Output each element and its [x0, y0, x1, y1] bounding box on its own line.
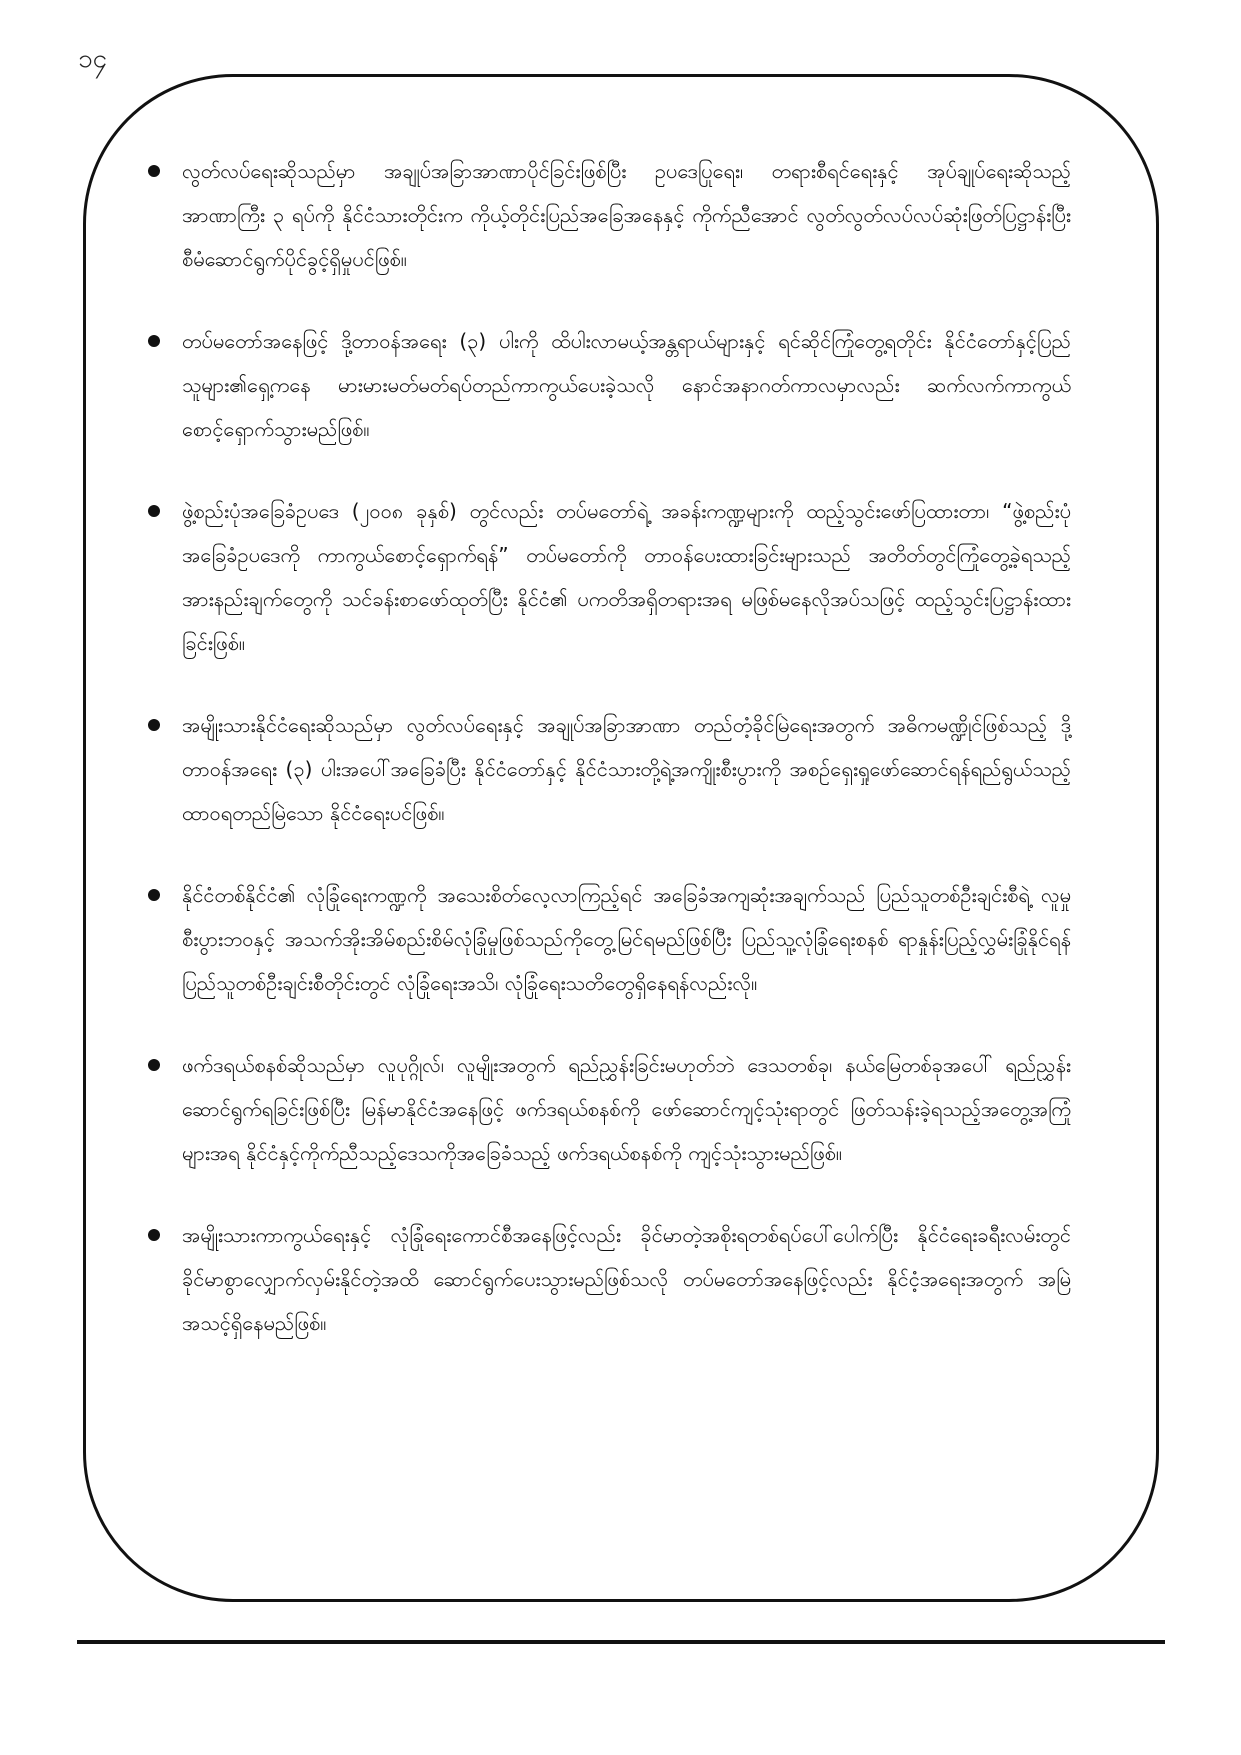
bullet-item-6 [148, 1043, 1071, 1175]
bullet-text: တပ်မတော်အနေဖြင့် ဒို့တာဝန်အရေး (၃) ပါးကို ထိပါးလာမယ့်အန္တရာယ်များနှင့် ရင်ဆိုင်ကြုံတွေ့ရတိုင်း နိုင်ငံတော်နှင့်ပြည်သူများ၏ရှေ့ကနေ မားမားမတ်မတ်ရပ်တည်ကာကွယ်ပေးခဲ့သလို နောင်အနာဂတ်ကာလမှာလည်း ဆက်လက်ကာကွယ်စောင့်ရှောက်သွားမည်ဖြစ်။ [182, 329, 1071, 441]
content-frame [83, 74, 1159, 1602]
bullet-dot-icon [148, 505, 160, 517]
page-number: ၁၄ [78, 44, 108, 74]
bullet-text: အမျိုးသားကာကွယ်ရေးနှင့် လုံခြုံရေးကောင်စီအနေဖြင့်လည်း ခိုင်မာတဲ့အစိုးရတစ်ရပ်ပေါ်ပေါက်ပြီး နိုင်ငံရေးခရီးလမ်းတွင် ခိုင်မာစွာလျှောက်လှမ်းနိုင်တဲ့အထိ ဆောင်ရွက်ပေးသွားမည်ဖြစ်သလို တပ်မတော်အနေဖြင့်လည်း နိုင်ငံ့အရေးအတွက် အမြဲအသင့်ရှိနေမည်ဖြစ်။ [182, 1223, 1071, 1335]
bullet-text: ဖွဲ့စည်းပုံအခြေခံဥပဒေ (၂၀၀၈ ခုနှစ်) တွင်လည်း တပ်မတော်ရဲ့ အခန်းကဏ္ဍများကို ထည့်သွင်းဖော်ပြထားတာ၊ “ဖွဲ့စည်းပုံအခြေခံဥပဒေကို ကာကွယ်စောင့်ရှောက်ရန်” တပ်မတော်ကို တာဝန်ပေးထားခြင်းများသည် အတိတ်တွင်ကြုံတွေ့ခဲ့ရသည့် အားနည်းချက်တွေကို သင်ခန်းစာဖော်ထုတ်ပြီး နိုင်ငံ၏ ပကတိအရှိတရားအရ မဖြစ်မနေလိုအပ်သဖြင့် ထည့်သွင်းပြဋ္ဌာန်းထားခြင်းဖြစ်။ [182, 499, 1071, 655]
bullet-dot-icon [148, 719, 160, 731]
bullet-item-5 [148, 873, 1071, 1005]
bullet-dot-icon [148, 165, 160, 177]
bullet-text: ဖက်ဒရယ်စနစ်ဆိုသည်မှာ လူပုဂ္ဂိုလ်၊ လူမျိုးအတွက် ရည်ညွှန်းခြင်းမဟုတ်ဘဲ ဒေသတစ်ခု၊ နယ်မြေတစ်ခုအပေါ် ရည်ညွှန်းဆောင်ရွက်ရခြင်းဖြစ်ပြီး မြန်မာနိုင်ငံအနေဖြင့် ဖက်ဒရယ်စနစ်ကို ဖော်ဆောင်ကျင့်သုံးရာတွင် ဖြတ်သန်းခဲ့ရသည့်အတွေ့အကြုံများအရ နိုင်ငံနှင့်ကိုက်ညီသည့်ဒေသကိုအခြေခံသည့် ဖက်ဒရယ်စနစ်ကို ကျင့်သုံးသွားမည်ဖြစ်။ [182, 1053, 1071, 1165]
bullet-text: လွတ်လပ်ရေးဆိုသည်မှာ အချုပ်အခြာအာဏာပိုင်ခြင်းဖြစ်ပြီး ဥပဒေပြုရေး၊ တရားစီရင်ရေးနှင့် အုပ်ချုပ်ရေးဆိုသည့် အာဏာကြီး ၃ ရပ်ကို နိုင်ငံသားတိုင်းက ကိုယ့်တိုင်းပြည်အခြေအနေနှင့် ကိုက်ညီအောင် လွတ်လွတ်လပ်လပ်ဆုံးဖြတ်ပြဋ္ဌာန်းပြီး စီမံဆောင်ရွက်ပိုင်ခွင့်ရှိမှုပင်ဖြစ်။ [182, 159, 1071, 271]
bullet-list [86, 149, 1156, 1383]
bullet-item-3 [148, 489, 1071, 665]
bullet-text: နိုင်ငံတစ်နိုင်ငံ၏ လုံခြုံရေးကဏ္ဍကို အသေးစိတ်လေ့လာကြည့်ရင် အခြေခံအကျဆုံးအချက်သည် ပြည်သူတစ်ဦးချင်းစီရဲ့ လူမှုစီးပွားဘဝနှင့် အသက်အိုးအိမ်စည်းစိမ်လုံခြုံမှုဖြစ်သည်ကိုတွေ့မြင်ရမည်ဖြစ်ပြီး ပြည်သူ့လုံခြုံရေးစနစ် ရာနှုန်းပြည့်လွှမ်းခြုံနိုင်ရန် ပြည်သူတစ်ဦးချင်းစီတိုင်းတွင် လုံခြုံရေးအသိ၊ လုံခြုံရေးသတိတွေရှိနေရန်လည်းလို။ [182, 883, 1071, 995]
bullet-item-1 [148, 149, 1071, 281]
bullet-text: အမျိုးသားနိုင်ငံရေးဆိုသည်မှာ လွတ်လပ်ရေးနှင့် အချုပ်အခြာအာဏာ တည်တံ့ခိုင်မြဲရေးအတွက် အဓိကမဏ္ဍိုင်ဖြစ်သည့် ဒို့တာဝန်အရေး (၃) ပါးအပေါ်အခြေခံပြီး နိုင်ငံတော်နှင့် နိုင်ငံသားတို့ရဲ့အကျိုးစီးပွားကို အစဉ်ရှေးရှုဖော်ဆောင်ရန်ရည်ရွယ်သည့် ထာဝရတည်မြဲသော နိုင်ငံရေးပင်ဖြစ်။ [182, 713, 1071, 825]
bullet-item-7 [148, 1213, 1071, 1345]
bullet-dot-icon [148, 335, 160, 347]
bullet-item-4 [148, 703, 1071, 835]
bullet-dot-icon [148, 1059, 160, 1071]
bullet-dot-icon [148, 1229, 160, 1241]
footer-divider [77, 1640, 1165, 1644]
bullet-dot-icon [148, 889, 160, 901]
bullet-item-2 [148, 319, 1071, 451]
